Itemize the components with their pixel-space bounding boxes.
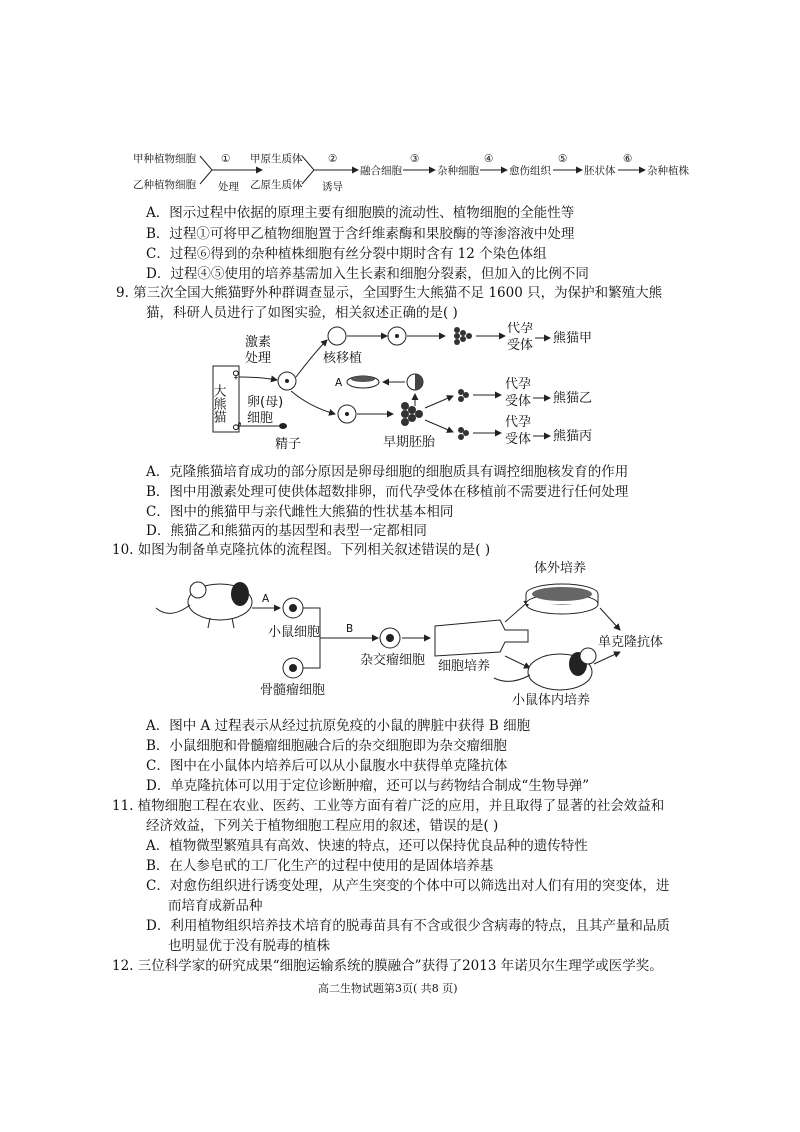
q9-option-b: B．图中用激素处理可使供体超数排卵，而代孕受体在移植前不需要进行任何处理: [146, 484, 629, 500]
q8-option-a: A．图示过程中依据的原理主要有细胞膜的流动性、植物细胞的全能性等: [146, 205, 575, 221]
q10-option-a: A．图中 A 过程表示从经过抗原免疫的小鼠的脾脏中获得 B 细胞: [146, 718, 531, 734]
q11-option-a: A．植物微型繁殖具有高效、快速的特点，还可以保持优良品种的遗传特性: [146, 838, 588, 854]
q9-option-a: A．克隆熊猫培育成功的部分原因是卵母细胞的细胞质具有调控细胞核发育的作用: [146, 464, 629, 480]
surrogate-top-2: 受体: [507, 338, 534, 353]
panda-label: 大熊猫: [210, 384, 226, 423]
early-embryo: [401, 402, 423, 426]
panda-c-label: 熊猫丙: [553, 429, 593, 444]
hybrid-plant-label: 杂种植株: [647, 165, 689, 177]
petri-dish: [526, 584, 598, 614]
proto-b-label: 乙原生质体: [250, 179, 303, 191]
step5-marker: ⑤: [558, 153, 568, 165]
a-marker: A: [335, 377, 343, 389]
hybridoma-label: 杂交瘤细胞: [360, 653, 426, 668]
surrogate-mid-2: 受体: [505, 394, 532, 409]
q11-option-d-line2: 也明显优于没有脱毒的植株: [168, 938, 330, 954]
mouse-right: [494, 648, 596, 690]
plant-b-label: 乙种植物细胞: [133, 179, 196, 191]
step1-label: 处理: [218, 181, 239, 193]
step3-marker: ③: [410, 153, 420, 165]
step2-marker: ②: [328, 153, 338, 165]
panda-a-label: 熊猫甲: [553, 331, 593, 346]
q11-option-c-line2: 而培育成新品种: [168, 898, 263, 914]
q9-option-c: C．图中的熊猫甲与亲代雌性大熊猫的性状基本相同: [146, 504, 454, 520]
q11-option-b: B．在人参皂甙的工厂化生产的过程中使用的是固体培养基: [146, 858, 494, 874]
oocyte-label-2: 细胞: [247, 411, 274, 426]
surrogate-mid-1: 代孕: [505, 377, 532, 392]
half-embryo-c: [458, 427, 469, 440]
surrogate-bot-1: 代孕: [505, 415, 532, 430]
surrogate-bot-2: 受体: [505, 432, 532, 447]
page-footer: 高二生物试题第3页( 共8 页): [318, 982, 458, 995]
male-symbol: ♂: [232, 421, 242, 433]
surrogate-top-1: 代孕: [507, 322, 534, 336]
embryo-cluster-top: [454, 327, 472, 345]
callus-label: 愈伤组织: [509, 165, 551, 177]
oocyte-label-1: 卵(母): [247, 395, 284, 410]
q11-stem-line2: 经济效益，下列关于植物细胞工程应用的叙述，错误的是( ): [146, 818, 499, 834]
panda-cloning-diagram: [205, 322, 625, 462]
q8-option-b: B．过程①可将甲乙植物细胞置于含纤维素酶和果胶酶的等渗溶液中处理: [146, 226, 575, 242]
female-symbol: ♀: [232, 369, 240, 381]
sperm-cell: [279, 423, 287, 429]
q9-stem-line1: 9. 第三次全国大熊猫野外种群调查显示，全国野生大熊猫不足 1600 只，为保护和繁殖大熊: [116, 285, 663, 301]
step2-label: 诱导: [322, 181, 343, 193]
sperm-label: 精子: [275, 437, 302, 452]
q10-stem: 10. 如图为制备单克隆抗体的流程图。下列相关叙述错误的是( ): [112, 542, 491, 558]
in-vitro-label: 体外培养: [534, 561, 587, 576]
in-vivo-label: 小鼠体内培养: [512, 693, 591, 708]
embryoid-label: 胚状体: [584, 165, 616, 177]
q11-stem-line1: 11. 植物细胞工程在农业、医药、工业等方面有着广泛的应用，并且取得了显著的社会效益和: [112, 798, 665, 814]
myeloma-label: 骨髓瘤细胞: [260, 683, 326, 698]
b-process-label: B: [346, 623, 354, 635]
monoclonal-antibody-diagram: [150, 560, 710, 710]
antibody-label: 单克隆抗体: [598, 635, 664, 650]
half-embryo-b: [458, 389, 469, 402]
q8-option-c: C．过程⑥得到的杂种植株细胞有丝分裂中期时含有 12 个染色体组: [146, 246, 547, 262]
cell-culture-label: 细胞培养: [438, 659, 491, 674]
plant-a-label: 甲种植物细胞: [133, 153, 196, 165]
q8-option-d: D．过程④⑤使用的培养基需加入生长素和细胞分裂素，但加入的比例不同: [146, 266, 589, 282]
hormone-label-1: 激素: [245, 335, 272, 350]
mouse-cell-label: 小鼠细胞: [268, 625, 321, 640]
early-embryo-label: 早期胚胎: [383, 435, 436, 450]
hormone-label-2: 处理: [245, 351, 272, 366]
q9-stem-line2: 猫，科研人员进行了如图实验，相关叙述正确的是( ): [146, 305, 458, 321]
enucleated-egg: [328, 327, 346, 345]
q11-option-c-line1: C．对愈伤组织进行诱变处理，从产生突变的个体中可以筛选出对人们有用的突变体，进: [146, 878, 670, 894]
fused-cell-label: 融合细胞: [360, 165, 402, 177]
step6-marker: ⑥: [623, 153, 633, 165]
step1-marker: ①: [221, 153, 231, 165]
culture-flask: [435, 620, 528, 656]
mouse-left: [156, 582, 252, 628]
hybrid-cell-label: 杂种细胞: [437, 165, 479, 177]
q10-option-b: B．小鼠细胞和骨髓瘤细胞融合后的杂交细胞即为杂交瘤细胞: [146, 738, 507, 754]
proto-a-label: 甲原生质体: [250, 153, 303, 165]
q10-option-c: C．图中在小鼠体内培养后可以从小鼠腹水中获得单克隆抗体: [146, 758, 508, 774]
nuclear-transfer-label: 核移植: [323, 351, 363, 366]
q9-option-d: D．熊猫乙和熊猫丙的基因型和表型一定都相同: [146, 523, 427, 539]
a-process-label: A: [262, 593, 270, 605]
q12-stem: 12. 三位科学家的研究成果“细胞运输系统的膜融合”获得了2013 年诺贝尔生理学或医学奖。: [112, 958, 663, 974]
step4-marker: ④: [484, 153, 494, 165]
q11-option-d-line1: D．利用植物组织培养技术培育的脱毒苗具有不含或很少含病毒的特点，且其产量和品质: [146, 918, 670, 934]
q10-option-d: D．单克隆抗体可以用于定位诊断肿瘤，还可以与药物结合制成“生物导弹”: [146, 778, 590, 794]
panda-b-label: 熊猫乙: [553, 391, 593, 406]
